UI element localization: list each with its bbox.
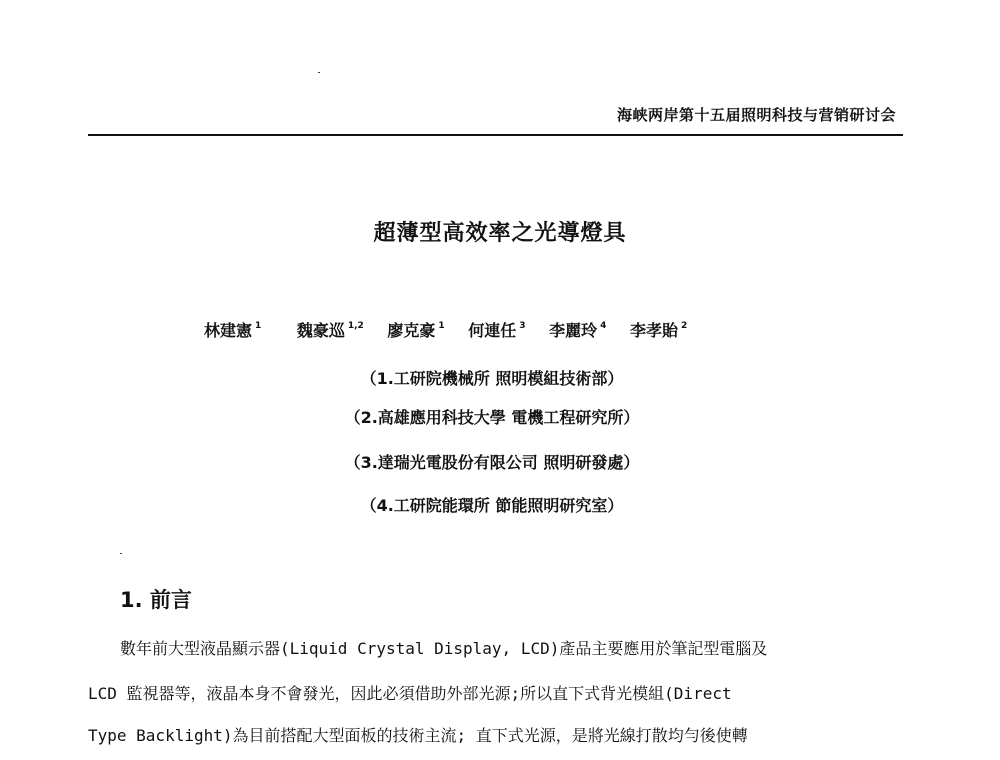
affiliation-4: （4.工研院能環所 節能照明研究室） [360, 496, 624, 515]
body-paragraph-line: Type Backlight)為目前搭配大型面板的技術主流; 直下式光源，是將光線打散均勻後使轉 [88, 726, 748, 745]
author [468, 318, 525, 341]
author-name: 廖克豪 [387, 321, 436, 340]
author-affiliation-mark: 2 [681, 321, 688, 331]
author [297, 318, 364, 341]
header-rule [88, 134, 903, 136]
author-name: 李麗玲 [549, 321, 598, 340]
author-affiliation-mark: 1 [255, 321, 262, 331]
author [387, 318, 444, 341]
author-affiliation-mark: 3 [519, 321, 526, 331]
scan-speck [318, 72, 320, 73]
author-affiliation-mark: 1 [438, 321, 445, 331]
conference-header: 海峡两岸第十五届照明科技与营销研讨会 [616, 106, 896, 124]
body-paragraph-line: 數年前大型液晶顯示器(Liquid Crystal Display, LCD)產品主要應用於筆記型電腦及 [120, 639, 768, 658]
author-name: 李孝貽 [629, 321, 678, 340]
affiliation-3: （3.達瑞光電股份有限公司 照明研發處） [344, 453, 640, 472]
author [549, 318, 606, 341]
author-name: 何連任 [468, 321, 517, 340]
paper-title: 超薄型高效率之光導燈具 [373, 221, 627, 246]
author-name: 林建憲 [204, 321, 253, 340]
author-affiliation-mark: 4 [600, 321, 607, 331]
affiliation-2: （2.高雄應用科技大學 電機工程研究所） [344, 408, 640, 427]
body-paragraph-line: LCD 監視器等，液晶本身不會發光，因此必須借助外部光源;所以直下式背光模組(Direct [88, 684, 732, 703]
author [630, 318, 687, 341]
author [204, 318, 261, 341]
section-heading: 1. 前言 [120, 588, 192, 612]
author-list [204, 318, 705, 341]
affiliation-1: （1.工研院機械所 照明模組技術部） [360, 369, 624, 388]
author-affiliation-mark: 1,2 [347, 321, 364, 331]
author-name: 魏豪巡 [296, 321, 345, 340]
scan-speck [120, 553, 122, 554]
